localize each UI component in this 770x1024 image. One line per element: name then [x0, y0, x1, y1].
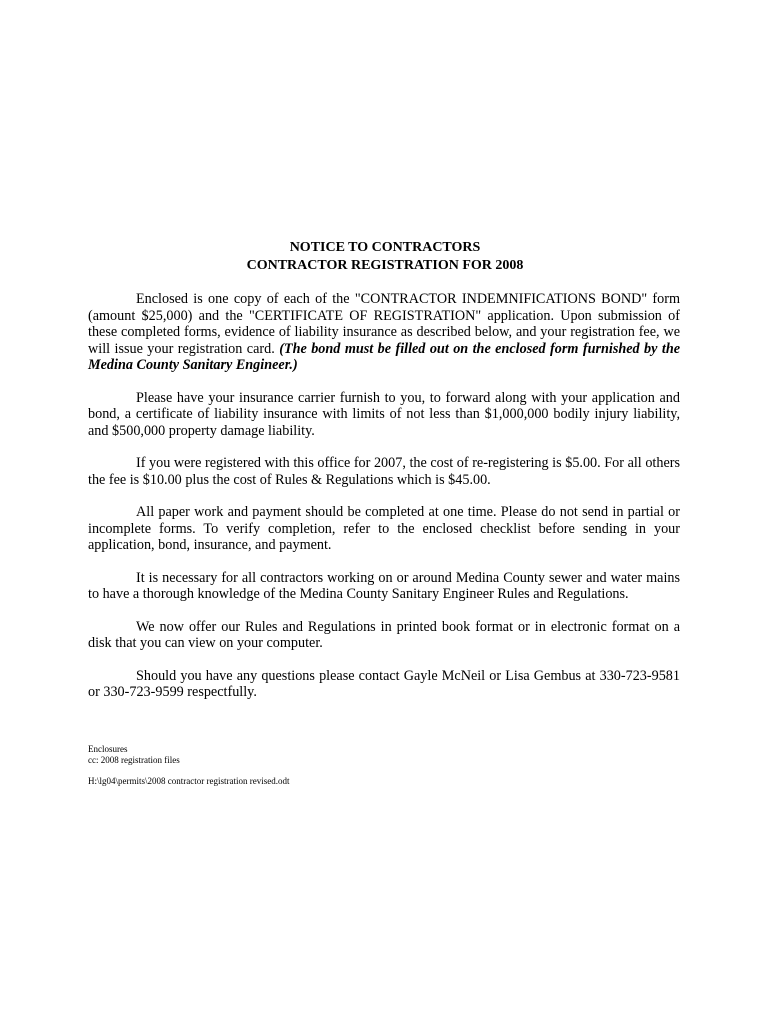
bond-instruction-emphasis: (The bond must be filled out on the enclosed form furnished by the Medina County Sanitary Engineer.) [88, 340, 681, 373]
paragraph-insurance: Please have your insurance carrier furnish to you, to forward along with your application and bond, a certificate of liability insurance with limits of not less than $1,000,000 bodily injury liability, and $500,000 property damage liability. [88, 389, 680, 439]
file-path-note: H:\lg04\permits\2008 contractor registration revised.odt [88, 776, 290, 786]
paragraph-enclosed-forms [88, 291, 680, 374]
paragraph-paperwork: All paper work and payment should be completed at one time. Please do not send in partial or incomplete forms. To verify completion, refer to the enclosed checklist before sending in your application, bond, insurance, and payment. [88, 504, 680, 553]
letter-footer [88, 744, 488, 787]
paragraph-fees: If you were registered with this office for 2007, the cost of re-registering is $5.00. For all others the fee is $10.00 plus the cost of Rules & Regulations which is $45.00. [88, 455, 680, 488]
enclosures-note: Enclosures [88, 744, 128, 754]
paragraph-rules-formats: We now offer our Rules and Regulations in printed book format or in electronic format on a disk that you can view on your computer. [88, 618, 680, 651]
paragraph-enclosed-forms-text: Enclosed is one copy of each of the "CONTRACTOR INDEMNIFICATIONS BOND" form (amount $25,000) and the "CERTIFICATE OF REGISTRATION" application. Upon submission of these completed forms, evidence of liability insurance as described below, and your registration fee, we will issue your registration card. [88, 291, 680, 357]
letter-body [88, 291, 680, 701]
notice-title: NOTICE TO CONTRACTORS [289, 240, 481, 255]
paragraph-contact: Should you have any questions please contact Gayle McNeil or Lisa Gembus at 330-723-9581 or 330-723-9599 respectfully. [88, 667, 680, 700]
paragraph-rules-knowledge: It is necessary for all contractors working on or around Medina County sewer and water mains to have a thorough knowledge of the Medina County Sanitary Engineer Rules and Regulations. [88, 569, 680, 602]
cc-note: cc: 2008 registration files [88, 755, 180, 765]
registration-subtitle: CONTRACTOR REGISTRATION FOR 2008 [246, 258, 524, 273]
